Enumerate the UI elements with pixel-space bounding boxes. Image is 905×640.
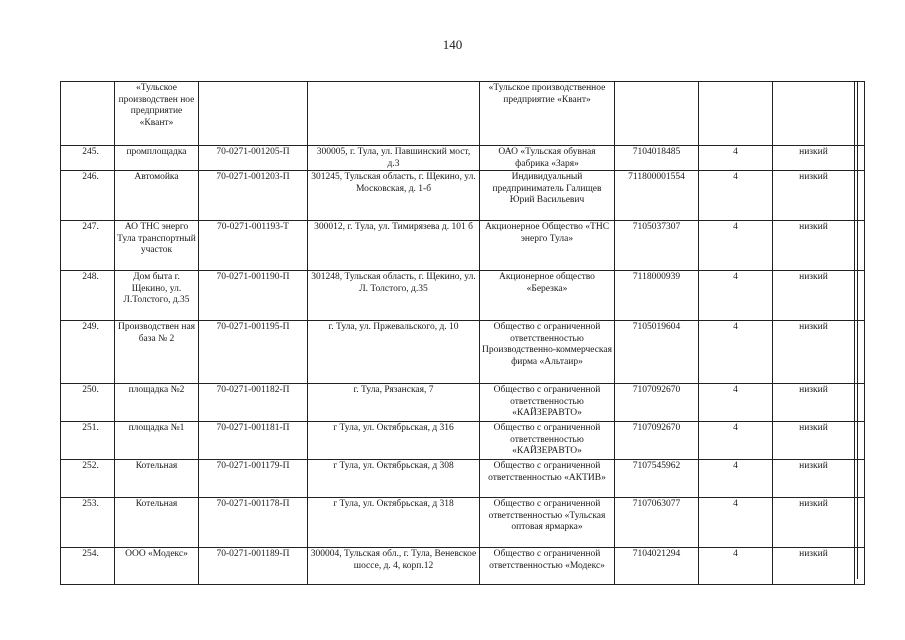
operator-cell: Акционерное Общество «ТНС энерго Тула» [480,221,615,271]
operator-cell: Общество с ограниченной ответственностью «КАЙЗЕРАВТО» [480,384,615,422]
object-code-cell: 70-0271-001190-П [199,271,308,321]
row-number: 246. [61,171,115,221]
blank-cell [855,498,865,548]
table-row [61,271,865,321]
risk-level-cell: низкий [773,171,855,221]
inn-cell: 711800001554 [615,171,699,221]
category-cell: 4 [699,460,773,498]
inn-cell: 7105019604 [615,321,699,384]
row-number: 249. [61,321,115,384]
table-right-border [857,81,858,579]
inn-cell: 7104021294 [615,548,699,585]
object-code-cell [199,82,308,146]
operator-cell: «Тульское производственное предприятие «Квант» [480,82,615,146]
object-name-cell: Автомойка [115,171,199,221]
category-cell: 4 [699,422,773,460]
risk-level-cell: низкий [773,460,855,498]
address-cell: 300005, г. Тула, ул. Павшинский мост, д.3 [308,146,480,171]
row-number [61,82,115,146]
table-row [61,146,865,171]
object-name-cell: Котельная [115,498,199,548]
row-number: 253. [61,498,115,548]
operator-cell: Общество с ограниченной ответственностью «Модекс» [480,548,615,585]
address-cell: 301245, Тульская область, г. Щекино, ул. Московская, д. 1-б [308,171,480,221]
object-name-cell: Дом быта г. Щекино, ул. Л.Толстого, д.35 [115,271,199,321]
address-cell: 300012, г. Тула, ул. Тимирязева д. 101 б [308,221,480,271]
page-number: 140 [442,37,463,52]
table-row [61,422,865,460]
object-code-cell: 70-0271-001195-П [199,321,308,384]
object-code-cell: 70-0271-001203-П [199,171,308,221]
table-row [61,221,865,271]
category-cell [699,82,773,146]
address-cell [308,82,480,146]
inn-cell [615,82,699,146]
object-code-cell: 70-0271-001179-П [199,460,308,498]
table-row [61,321,865,384]
row-number: 247. [61,221,115,271]
operator-cell: Акционерное общество «Березка» [480,271,615,321]
object-name-cell: площадка №1 [115,422,199,460]
address-cell: г. Тула, Рязанская, 7 [308,384,480,422]
risk-level-cell: низкий [773,498,855,548]
table-row [61,460,865,498]
blank-cell [855,548,865,585]
registry-table [60,81,865,585]
object-name-cell: АО ТНС энерго Тула транспортный участок [115,221,199,271]
object-name-cell: Производствен ная база № 2 [115,321,199,384]
inn-cell: 7107063077 [615,498,699,548]
category-cell: 4 [699,221,773,271]
table-row [61,82,865,146]
object-code-cell: 70-0271-001182-П [199,384,308,422]
table-row [61,171,865,221]
table-row [61,548,865,585]
blank-cell [855,460,865,498]
object-code-cell: 70-0271-001205-П [199,146,308,171]
address-cell: г Тула, ул. Октябрьская, д 308 [308,460,480,498]
category-cell: 4 [699,498,773,548]
inn-cell: 7118000939 [615,271,699,321]
operator-cell: Общество с ограниченной ответственностью «КАЙЗЕРАВТО» [480,422,615,460]
object-name-cell: «Тульское производствен ное предприятие «Квант» [115,82,199,146]
risk-level-cell: низкий [773,271,855,321]
risk-level-cell: низкий [773,548,855,585]
object-name-cell: Котельная [115,460,199,498]
inn-cell: 7104018485 [615,146,699,171]
inn-cell: 7105037307 [615,221,699,271]
blank-cell [855,271,865,321]
row-number: 254. [61,548,115,585]
address-cell: 301248, Тульская область, г. Щекино, ул. Л. Толстого, д.35 [308,271,480,321]
blank-cell [855,221,865,271]
table-row [61,498,865,548]
operator-cell: Общество с ограниченной ответственностью «Тульская оптовая ярмарка» [480,498,615,548]
row-number: 252. [61,460,115,498]
blank-cell [855,146,865,171]
object-code-cell: 70-0271-001193-Т [199,221,308,271]
table-body [61,82,865,585]
operator-cell: ОАО «Тульская обувная фабрика «Заря» [480,146,615,171]
blank-cell [855,171,865,221]
object-name-cell: промплощадка [115,146,199,171]
operator-cell: Индивидуальный предприниматель Галищев Юрий Васильевич [480,171,615,221]
risk-level-cell [773,82,855,146]
object-code-cell: 70-0271-001189-П [199,548,308,585]
address-cell: г Тула, ул. Октябрьская, д 318 [308,498,480,548]
object-name-cell: ООО «Модекс» [115,548,199,585]
blank-cell [855,384,865,422]
risk-level-cell: низкий [773,221,855,271]
table-row [61,384,865,422]
object-code-cell: 70-0271-001181-П [199,422,308,460]
inn-cell: 7107092670 [615,422,699,460]
risk-level-cell: низкий [773,422,855,460]
category-cell: 4 [699,321,773,384]
risk-level-cell: низкий [773,384,855,422]
blank-cell [855,321,865,384]
object-code-cell: 70-0271-001178-П [199,498,308,548]
inn-cell: 7107545962 [615,460,699,498]
row-number: 248. [61,271,115,321]
risk-level-cell: низкий [773,321,855,384]
blank-cell [855,422,865,460]
risk-level-cell: низкий [773,146,855,171]
category-cell: 4 [699,271,773,321]
object-name-cell: площадка №2 [115,384,199,422]
address-cell: г. Тула, ул. Пржевальского, д. 10 [308,321,480,384]
category-cell: 4 [699,171,773,221]
blank-cell [855,82,865,146]
operator-cell: Общество с ограниченной ответственностью «АКТИВ» [480,460,615,498]
category-cell: 4 [699,548,773,585]
row-number: 250. [61,384,115,422]
address-cell: г Тула, ул. Октябрьская, д 316 [308,422,480,460]
inn-cell: 7107092670 [615,384,699,422]
address-cell: 300004, Тульская обл., г. Тула, Веневское шоссе, д. 4, корп.12 [308,548,480,585]
operator-cell: Общество с ограниченной ответственностью Производственно-коммерческая фирма «Альтаир» [480,321,615,384]
row-number: 245. [61,146,115,171]
category-cell: 4 [699,146,773,171]
row-number: 251. [61,422,115,460]
category-cell: 4 [699,384,773,422]
